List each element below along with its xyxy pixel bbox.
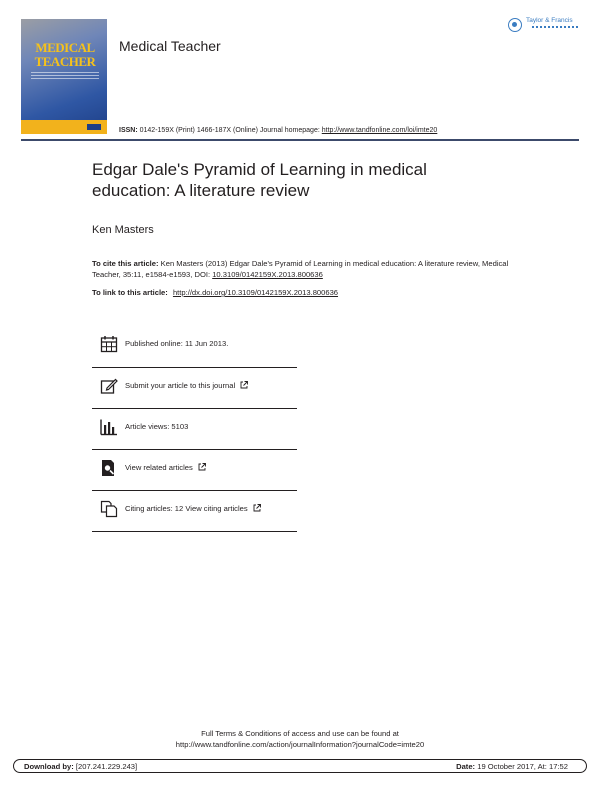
article-link[interactable]: http://dx.doi.org/10.3109/0142159X.2013.800636 [172,288,339,297]
submit-article-link[interactable] [125,381,248,390]
cite-text: Ken Masters (2013) Edgar Dale's Pyramid of Learning in medical education: A literature review, Medical Teacher, 35:11, e1584-e1593, DOI: [92,259,509,279]
journal-homepage-link[interactable]: http://www.tandfonline.com/loi/imte20 [321,127,438,134]
publisher-name: Taylor & Francis [526,17,573,24]
info-row-citing[interactable] [92,491,297,531]
article-title: Edgar Dale's Pyramid of Learning in medical education: A literature review [92,160,427,200]
doi-link[interactable]: 10.3109/0142159X.2013.800636 [212,270,323,279]
calendar-icon [100,335,118,353]
link-label: To link to this article: [92,288,168,297]
info-row-published [92,326,297,366]
info-row-submit[interactable] [92,368,297,408]
publisher-logo-icon [508,18,522,32]
info-divider [92,531,297,532]
download-label: Download by: [24,762,74,771]
bar-chart-icon [100,418,118,436]
cover-subtitle-lines [31,72,99,80]
publisher-tagline [532,26,578,28]
download-info-bar [13,759,587,773]
publisher-logo[interactable] [508,17,584,35]
article-author: Ken Masters [92,224,154,236]
citing-articles-text: Citing articles: 12 View citing articles [125,504,248,513]
download-by [24,762,137,771]
edit-icon [100,377,118,395]
issn-text: 0142-159X (Print) 1466-187X (Online) Journal homepage: [139,127,320,134]
info-row-related[interactable] [92,450,297,490]
download-date [456,762,568,771]
terms-link[interactable]: http://www.tandfonline.com/action/journalInformation?journalCode=imte20 [175,740,425,749]
citing-articles-link[interactable] [125,504,261,513]
cover-bottom-bar [21,120,107,134]
cite-label: To cite this article: [92,259,159,268]
citing-articles-icon [100,500,118,518]
citation-block [92,258,522,280]
published-online-text: Published online: 11 Jun 2013. [125,339,229,348]
journal-cover [21,19,107,134]
date-value: 19 October 2017, At: 17:52 [477,762,568,771]
external-link-icon [253,504,261,512]
download-ip: [207.241.229.243] [75,762,138,771]
date-label: Date: [456,762,476,771]
article-views-text: Article views: 5103 [125,422,189,431]
view-related-articles-text: View related articles [125,463,193,472]
cover-title-line2: TEACHER [34,54,96,69]
journal-title: Medical Teacher [119,38,221,54]
issn-label: ISSN: [119,127,138,134]
view-related-articles-link[interactable] [125,463,206,472]
search-document-icon [100,459,118,477]
link-block [92,288,338,297]
submit-article-text: Submit your article to this journal [125,381,236,390]
cover-title-line1: MEDICAL [35,40,95,55]
issn-line [119,127,437,134]
header-rule [21,139,579,141]
info-row-views [92,409,297,449]
terms-footer [140,728,460,750]
terms-text: Full Terms & Conditions of access and use can be found at [201,729,399,738]
external-link-icon [198,463,206,471]
external-link-icon [240,381,248,389]
